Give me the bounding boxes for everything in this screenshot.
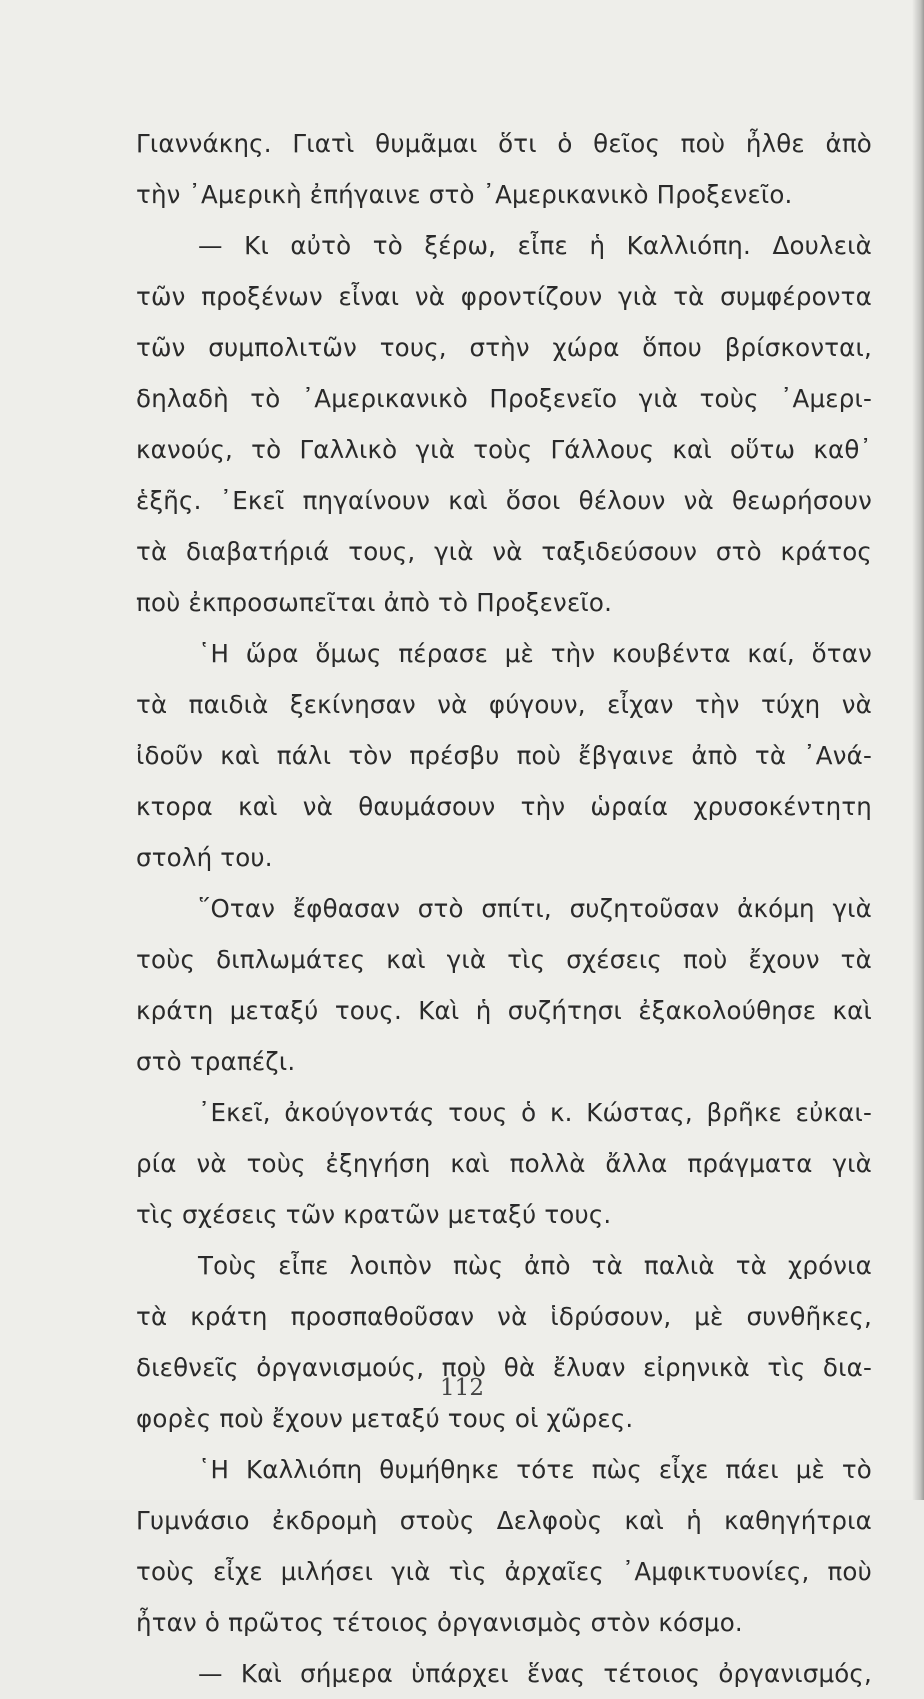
text-line: στολή του. — [136, 843, 273, 872]
text-line: ῾Η Καλλιόπη θυμήθηκε τότε πὼς εἶχε πάει μὲ τὸ — [198, 1455, 872, 1484]
text-line: τὰ διαβατήριά τους, γιὰ νὰ ταξιδεύσουν στὸ κράτος — [136, 537, 872, 566]
text-line: δηλαδὴ τὸ ᾿Αμερικανικὸ Προξενεῖο γιὰ τοὺς ᾿Αμερι- — [136, 384, 872, 413]
text-line: τὰ κράτη προσπαθοῦσαν νὰ ἱδρύσουν, μὲ συνθῆκες, — [136, 1302, 872, 1331]
text-line: ᾿Εκεῖ, ἀκούγοντάς τους ὁ κ. Κώστας, βρῆκε εὐκαι- — [198, 1098, 872, 1127]
body-text — [136, 118, 872, 1699]
text-line: Γιαννάκης. Γιατὶ θυμᾶμαι ὅτι ὁ θεῖος ποὺ ἦλθε ἀπὸ — [136, 129, 872, 158]
text-line: κτορα καὶ νὰ θαυμάσουν τὴν ὡραία χρυσοκέντητη — [136, 792, 872, 821]
text-line: τοὺς εἶχε μιλήσει γιὰ τὶς ἀρχαῖες ᾿Αμφικτυονίες, ποὺ — [136, 1557, 872, 1586]
text-line: Τοὺς εἶπε λοιπὸν πὼς ἀπὸ τὰ παλιὰ τὰ χρόνια — [198, 1251, 872, 1280]
text-line: ἰδοῦν καὶ πάλι τὸν πρέσβυ ποὺ ἔβγαινε ἀπὸ τὰ ᾿Ανά- — [136, 741, 872, 770]
text-line: φορὲς ποὺ ἔχουν μεταξύ τους οἱ χῶρες. — [136, 1404, 634, 1433]
text-line: τὰ παιδιὰ ξεκίνησαν νὰ φύγουν, εἶχαν τὴν τύχη νὰ — [136, 690, 872, 719]
text-line: — Κι αὐτὸ τὸ ξέρω, εἶπε ἡ Καλλιόπη. Δουλειὰ — [198, 231, 872, 260]
page-number: 112 — [440, 1375, 484, 1401]
text-line: ποὺ ἐκπροσωπεῖται ἀπὸ τὸ Προξενεῖο. — [136, 588, 613, 617]
text-line: ρία νὰ τοὺς ἐξηγήση καὶ πολλὰ ἄλλα πράγματα γιὰ — [136, 1149, 872, 1178]
page-edge-shadow — [912, 0, 924, 1500]
text-line: τῶν συμπολιτῶν τους, στὴν χώρα ὅπου βρίσκονται, — [136, 333, 872, 362]
text-line: κανούς, τὸ Γαλλικὸ γιὰ τοὺς Γάλλους καὶ οὕτω καθ᾿ — [136, 435, 872, 464]
text-line: διεθνεῖς ὀργανισμούς, ποὺ θὰ ἔλυαν εἰρηνικὰ τὶς δια- — [136, 1353, 872, 1382]
text-line: Γυμνάσιο ἐκδρομὴ στοὺς Δελφοὺς καὶ ἡ καθηγήτρια — [136, 1506, 872, 1535]
text-line: τὴν ᾿Αμερικὴ ἐπήγαινε στὸ ᾿Αμερικανικὸ Προξενεῖο. — [136, 180, 793, 209]
text-line: στὸ τραπέζι. — [136, 1047, 296, 1076]
text-line: τὶς σχέσεις τῶν κρατῶν μεταξύ τους. — [136, 1200, 612, 1229]
text-line: — Καὶ σήμερα ὑπάρχει ἕνας τέτοιος ὀργανισμός, — [198, 1659, 872, 1688]
text-line: ἑξῆς. ᾿Εκεῖ πηγαίνουν καὶ ὅσοι θέλουν νὰ θεωρήσουν — [136, 486, 872, 515]
text-line: ῾Η ὥρα ὅμως πέρασε μὲ τὴν κουβέντα καί, ὅταν — [198, 639, 872, 668]
text-line: τῶν προξένων εἶναι νὰ φροντίζουν γιὰ τὰ συμφέροντα — [136, 282, 872, 311]
text-line: ἦταν ὁ πρῶτος τέτοιος ὀργανισμὸς στὸν κόσμο. — [136, 1608, 743, 1637]
text-line: ῞Οταν ἔφθασαν στὸ σπίτι, συζητοῦσαν ἀκόμη γιὰ — [198, 894, 872, 923]
text-line: τοὺς διπλωμάτες καὶ γιὰ τὶς σχέσεις ποὺ ἔχουν τὰ — [136, 945, 872, 974]
text-line: κράτη μεταξύ τους. Καὶ ἡ συζήτησι ἐξακολούθησε καὶ — [136, 996, 872, 1025]
